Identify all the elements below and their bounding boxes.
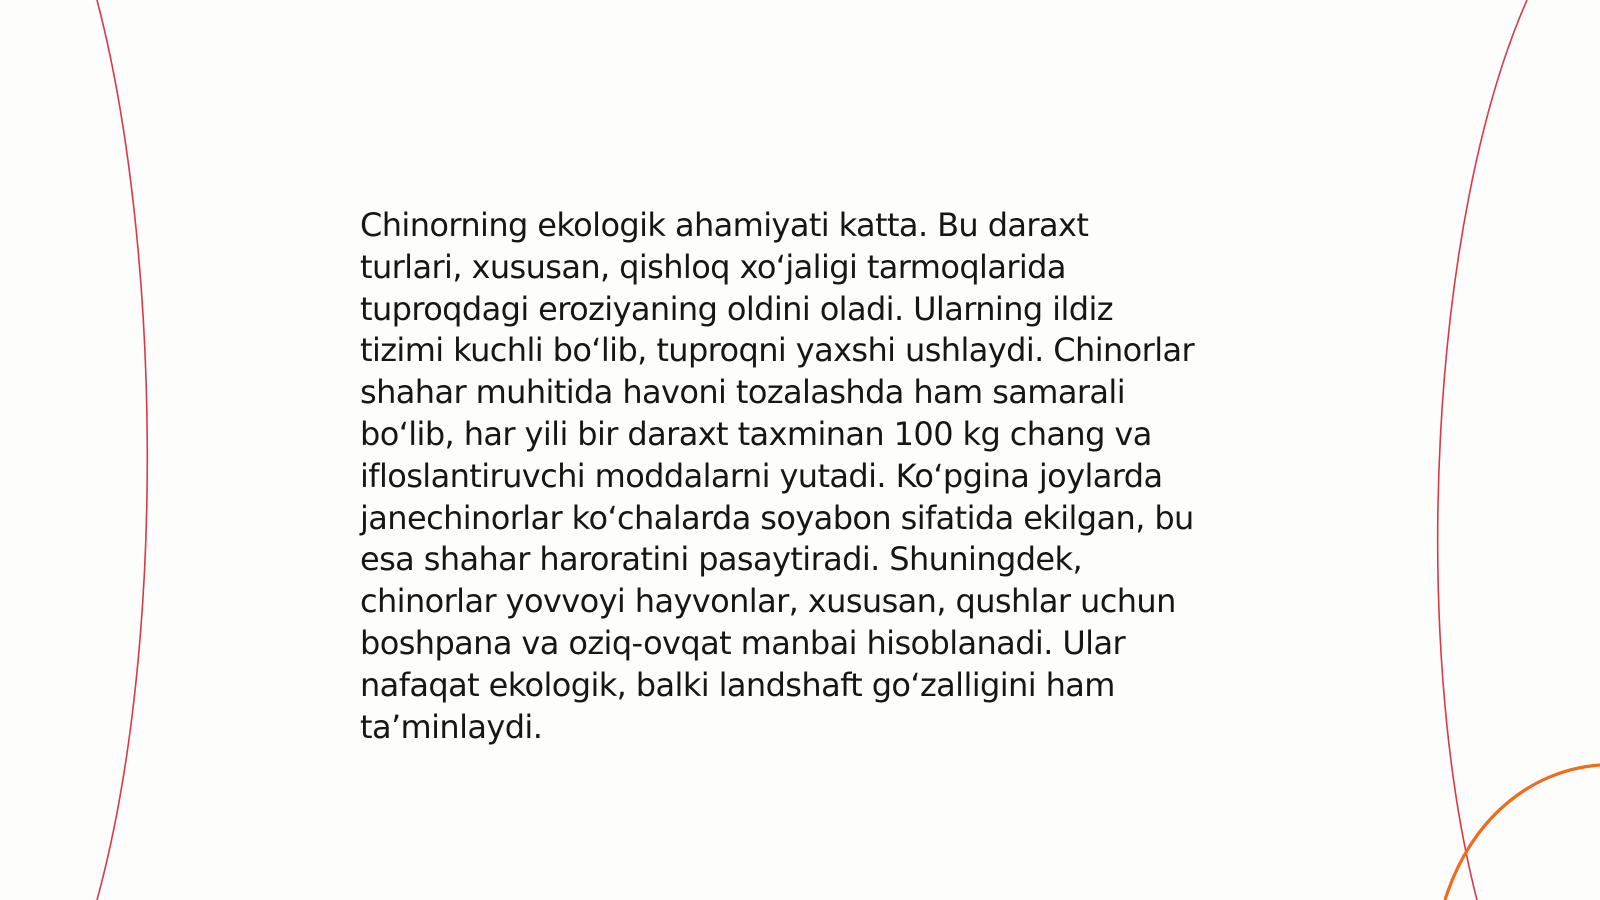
paragraph-line: nafaqat ekologik, balki landshaft go‘zalligini ham [360, 665, 1115, 704]
left-curve-line [97, 0, 147, 900]
paragraph-line: tuproqdagi eroziyaning oldini oladi. Ularning ildiz [360, 289, 1113, 328]
paragraph-line: ta’minlaydi. [360, 707, 543, 746]
paragraph-line: Chinorning ekologik ahamiyati katta. Bu daraxt [360, 206, 1089, 244]
body-paragraph [360, 205, 1260, 748]
paragraph-line: janechinorlar ko‘chalarda soyabon sifatida ekilgan, bu [360, 498, 1194, 537]
paragraph-line: tizimi kuchli bo‘lib, tuproqni yaxshi ushlaydi. Chinorlar [360, 331, 1195, 370]
paragraph-line: esa shahar haroratini pasaytiradi. Shuningdek, [360, 540, 1083, 579]
paragraph-line: ifloslantiruvchi moddalarni yutadi. Ko‘pgina joylarda [360, 456, 1163, 495]
corner-arc-line [1445, 765, 1600, 900]
paragraph-line: boshpana va oziq-ovqat manbai hisoblanadi. Ular [360, 623, 1126, 662]
right-curve-line [1438, 0, 1527, 900]
paragraph-line: bo‘lib, har yili bir daraxt taxminan 100 kg chang va [360, 414, 1152, 453]
paragraph-line: shahar muhitida havoni tozalashda ham samarali [360, 373, 1126, 412]
paragraph-line: chinorlar yovvoyi hayvonlar, xususan, qushlar uchun [360, 582, 1176, 621]
paragraph-line: turlari, xususan, qishloq xo‘jaligi tarmoqlarida [360, 247, 1066, 286]
